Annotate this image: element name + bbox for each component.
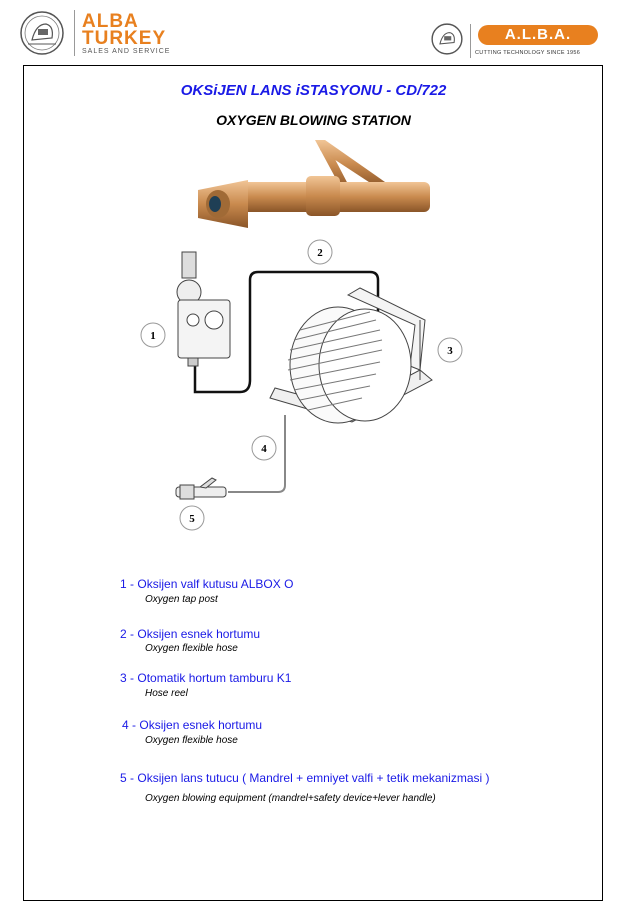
part-3-label: 3 - Otomatik hortum tamburu K1 (120, 671, 292, 685)
partner-tagline: CUTTING TECHNOLOGY SINCE 1956 (475, 50, 581, 56)
callout-1: 1 (150, 330, 156, 342)
welder-emblem-icon (18, 10, 66, 56)
hose-reel (270, 288, 432, 423)
callout-3: 3 (447, 345, 453, 357)
part-5-english: Oxygen blowing equipment (mandrel+safety device+lever handle) (145, 793, 436, 804)
part-2-english: Oxygen flexible hose (145, 643, 238, 654)
logo-separator (470, 24, 471, 58)
part-5-label: 5 - Oksijen lans tutucu ( Mandrel + emniyet valfi + tetik mekanizmasi ) (120, 771, 490, 785)
part-1-english: Oxygen tap post (145, 594, 218, 605)
part-2-label: 2 - Oksijen esnek hortumu (120, 627, 261, 641)
brand-line-2: TURKEY (82, 28, 167, 49)
partner-name: A.L.B.A. (478, 25, 598, 45)
callout-2: 2 (317, 247, 323, 259)
alba-turkey-logo (18, 8, 218, 58)
logo-separator (74, 10, 75, 56)
part-4-label: 4 - Oksijen esnek hortumu (122, 718, 263, 732)
station-diagram (120, 130, 480, 540)
oxygen-tap-post (177, 252, 230, 366)
alba-logo (430, 22, 610, 62)
title-english: OXYGEN BLOWING STATION (216, 112, 411, 128)
page-header (0, 0, 627, 64)
part-4-english: Oxygen flexible hose (145, 735, 238, 746)
title-turkish: OKSiJEN LANS iSTASYONU - CD/722 (180, 82, 447, 99)
brand-line-1: ALBA (82, 11, 139, 32)
lance-holder-small (176, 478, 226, 499)
welder-emblem-icon (430, 22, 464, 56)
callout-4: 4 (261, 443, 267, 455)
callout-5: 5 (189, 513, 195, 525)
part-1-label: 1 - Oksijen valf kutusu ALBOX O (120, 577, 294, 591)
brand-tagline: SALES AND SERVICE (82, 48, 171, 55)
part-3-english: Hose reel (145, 688, 188, 699)
lance-holder-photo (198, 140, 430, 228)
